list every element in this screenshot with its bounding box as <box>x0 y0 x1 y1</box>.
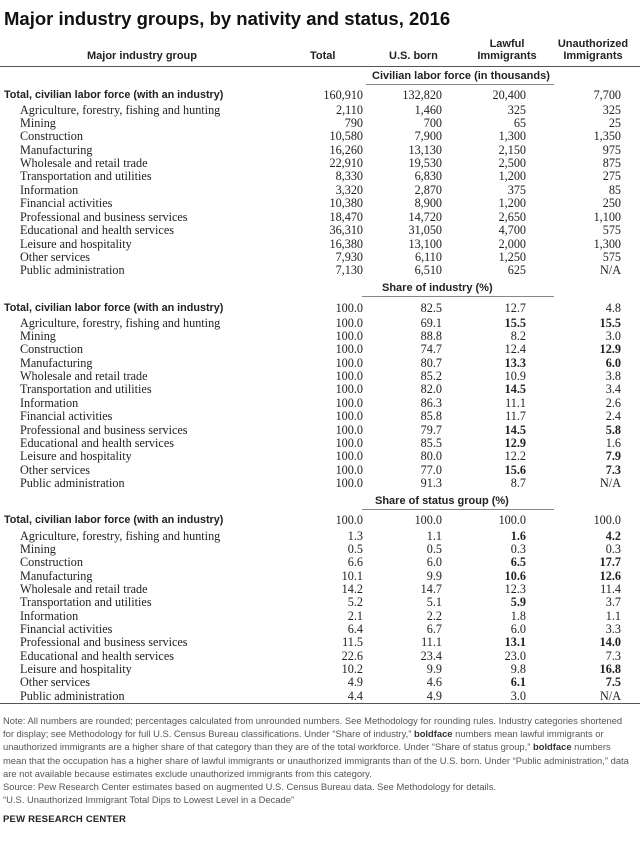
cell-lawful: 14.5 <box>504 423 526 437</box>
row-label: Professional and business services <box>20 423 188 437</box>
cell-lawful: 20,400 <box>492 88 526 102</box>
header-rule <box>0 66 640 67</box>
cell-lawful: 14.5 <box>504 382 526 396</box>
cell-unauthorized: 85 <box>608 183 621 197</box>
cell-us-born: 1,460 <box>414 103 442 117</box>
row-label: Total, civilian labor force (with an industry) <box>4 302 224 314</box>
row-label: Mining <box>20 542 56 556</box>
row-label: Other services <box>20 463 91 477</box>
cell-unauthorized: 6.0 <box>605 356 621 370</box>
cell-total: 10.2 <box>341 662 363 676</box>
col-header-unauthorized <box>556 39 630 62</box>
cell-lawful: 2,650 <box>498 210 526 224</box>
col-header-unauthorized-line2: Immigrants <box>563 49 623 62</box>
cell-us-born: 31,050 <box>408 223 442 237</box>
cell-total: 36,310 <box>329 223 363 237</box>
cell-us-born: 11.1 <box>421 635 442 649</box>
notes <box>3 714 635 806</box>
table-row <box>0 117 640 130</box>
cell-lawful: 2,150 <box>498 143 526 157</box>
table-row <box>0 130 640 143</box>
row-label: Information <box>20 396 79 410</box>
total-row <box>0 302 640 315</box>
cell-lawful: 6.1 <box>510 675 526 689</box>
cell-lawful: 9.8 <box>510 662 526 676</box>
cell-unauthorized: 15.5 <box>599 316 621 330</box>
cell-lawful: 3.0 <box>510 689 526 703</box>
cell-unauthorized: 275 <box>602 169 621 183</box>
cell-lawful: 65 <box>513 116 526 130</box>
cell-total: 10.1 <box>341 569 363 583</box>
cell-us-born: 7,900 <box>414 129 442 143</box>
cell-total: 2,110 <box>336 103 363 117</box>
row-label: Professional and business services <box>20 635 188 649</box>
cell-unauthorized: 100.0 <box>593 513 621 527</box>
cell-total: 10,380 <box>329 196 363 210</box>
cell-unauthorized: 17.7 <box>599 555 621 569</box>
cell-unauthorized: 12.6 <box>599 569 621 583</box>
row-label: Wholesale and retail trade <box>20 156 148 170</box>
cell-lawful: 13.3 <box>504 356 526 370</box>
row-label: Public administration <box>20 263 125 277</box>
row-label: Public administration <box>20 689 125 703</box>
cell-total: 16,260 <box>329 143 363 157</box>
row-label: Agriculture, forestry, fishing and hunting <box>20 316 221 330</box>
table-row <box>0 556 640 569</box>
row-label: Manufacturing <box>20 569 93 583</box>
cell-unauthorized: 2.4 <box>605 409 621 423</box>
cell-total: 4.9 <box>347 675 363 689</box>
cell-unauthorized: 7.9 <box>605 449 621 463</box>
cell-us-born: 13,100 <box>408 237 442 251</box>
cell-us-born: 2.2 <box>426 609 442 623</box>
footer-rule <box>0 703 640 704</box>
section-rule <box>362 296 554 297</box>
row-label: Mining <box>20 116 56 130</box>
cell-total: 14.2 <box>341 582 363 596</box>
note-part-c: numbers mean that the occupation has a higher share of lawful immigrants or unauthorized immigrants than of the U.S. born. Under “Public administration,” data are not available because estimates exclude unauthorized immigrants from this category. <box>3 741 629 779</box>
cell-unauthorized: 12.9 <box>599 342 621 356</box>
table-row <box>0 197 640 210</box>
row-label: Financial activities <box>20 409 113 423</box>
cell-total: 7,930 <box>335 250 363 264</box>
cell-total: 100.0 <box>335 382 363 396</box>
section-rule <box>366 84 554 85</box>
table-row <box>0 663 640 676</box>
cell-total: 0.5 <box>347 542 363 556</box>
cell-unauthorized: 575 <box>602 250 621 264</box>
cell-unauthorized: N/A <box>600 689 621 703</box>
cell-us-born: 91.3 <box>420 476 442 490</box>
table-row <box>0 543 640 556</box>
cell-us-born: 13,130 <box>408 143 442 157</box>
cell-lawful: 4,700 <box>498 223 526 237</box>
col-header-unauthorized-line1: Unauthorized <box>557 38 629 50</box>
cell-us-born: 74.7 <box>420 342 442 356</box>
row-label: Transportation and utilities <box>20 169 152 183</box>
total-row <box>0 514 640 527</box>
cell-us-born: 85.5 <box>420 436 442 450</box>
pew-logo: PEW RESEARCH CENTER <box>3 814 127 825</box>
cell-lawful: 12.7 <box>504 301 526 315</box>
row-label: Leisure and hospitality <box>20 662 132 676</box>
cell-lawful: 15.6 <box>504 463 526 477</box>
cell-unauthorized: 4.2 <box>605 529 621 543</box>
cell-unauthorized: 3.0 <box>605 329 621 343</box>
cell-us-born: 6,110 <box>415 250 442 264</box>
cell-total: 100.0 <box>335 476 363 490</box>
row-label: Financial activities <box>20 196 113 210</box>
cell-lawful: 0.3 <box>510 542 526 556</box>
cell-lawful: 10.9 <box>504 369 526 383</box>
cell-unauthorized: 0.3 <box>605 542 621 556</box>
cell-us-born: 100.0 <box>414 513 442 527</box>
cell-us-born: 14,720 <box>408 210 442 224</box>
cell-lawful: 2,000 <box>498 237 526 251</box>
cell-total: 4.4 <box>347 689 363 703</box>
table-row <box>0 477 640 490</box>
cell-us-born: 80.7 <box>420 356 442 370</box>
cell-total: 100.0 <box>335 513 363 527</box>
row-label: Educational and health services <box>20 436 174 450</box>
cell-us-born: 2,870 <box>414 183 442 197</box>
cell-us-born: 5.1 <box>426 595 442 609</box>
table-row <box>0 104 640 117</box>
cell-lawful: 8.2 <box>510 329 526 343</box>
row-label: Construction <box>20 129 83 143</box>
cell-lawful: 10.6 <box>504 569 526 583</box>
cell-total: 6.4 <box>347 622 363 636</box>
cell-unauthorized: 1,300 <box>593 237 621 251</box>
cell-total: 8,330 <box>335 169 363 183</box>
cell-unauthorized: 14.0 <box>599 635 621 649</box>
cell-unauthorized: 3.8 <box>605 369 621 383</box>
cell-unauthorized: 7.3 <box>605 649 621 663</box>
row-label: Total, civilian labor force (with an industry) <box>4 514 224 526</box>
row-label: Transportation and utilities <box>20 382 152 396</box>
row-label: Information <box>20 609 79 623</box>
table-row <box>0 676 640 689</box>
cell-total: 100.0 <box>335 369 363 383</box>
note-bold-2: boldface <box>532 741 572 753</box>
table-row <box>0 636 640 649</box>
cell-us-born: 6.0 <box>426 555 442 569</box>
row-label: Wholesale and retail trade <box>20 369 148 383</box>
cell-lawful: 1,300 <box>498 129 526 143</box>
row-label: Financial activities <box>20 622 113 636</box>
table-row <box>0 264 640 277</box>
cell-total: 790 <box>344 116 363 130</box>
cell-us-born: 69.1 <box>420 316 442 330</box>
cell-lawful: 15.5 <box>504 316 526 330</box>
cell-total: 22.6 <box>341 649 363 663</box>
cell-us-born: 9.9 <box>426 662 442 676</box>
row-label: Manufacturing <box>20 356 93 370</box>
section-title: Civilian labor force (in thousands) <box>372 70 550 82</box>
cell-lawful: 375 <box>507 183 526 197</box>
cell-us-born: 86.3 <box>420 396 442 410</box>
cell-lawful: 12.4 <box>504 342 526 356</box>
section-rule <box>362 509 554 510</box>
row-label: Information <box>20 183 79 197</box>
cell-unauthorized: 3.7 <box>605 595 621 609</box>
cell-us-born: 8,900 <box>414 196 442 210</box>
col-header-lawful-line2: Immigrants <box>477 49 537 62</box>
cell-total: 7,130 <box>335 263 363 277</box>
col-header-us-born: U.S. born <box>389 50 438 62</box>
cell-total: 100.0 <box>335 409 363 423</box>
table-row <box>0 170 640 183</box>
cell-unauthorized: 875 <box>602 156 621 170</box>
note-bold-1: boldface <box>413 728 453 740</box>
cell-us-born: 0.5 <box>426 542 442 556</box>
cell-total: 18,470 <box>329 210 363 224</box>
col-header-lawful-line1: Lawful <box>489 38 525 50</box>
cell-total: 3,320 <box>335 183 363 197</box>
cell-us-born: 4.6 <box>426 675 442 689</box>
cell-unauthorized: 3.3 <box>605 622 621 636</box>
row-label: Leisure and hospitality <box>20 237 132 251</box>
cell-us-born: 14.7 <box>420 582 442 596</box>
row-label: Educational and health services <box>20 223 174 237</box>
cell-unauthorized: 7.3 <box>605 463 621 477</box>
cell-us-born: 82.5 <box>420 301 442 315</box>
cell-total: 6.6 <box>347 555 363 569</box>
cell-unauthorized: 7.5 <box>605 675 621 689</box>
cell-unauthorized: 4.8 <box>605 301 621 315</box>
cell-us-born: 19,530 <box>408 156 442 170</box>
table-row <box>0 690 640 703</box>
report-title: “U.S. Unauthorized Immigrant Total Dips to Lowest Level in a Decade” <box>3 794 295 806</box>
cell-lawful: 12.2 <box>504 449 526 463</box>
table-row <box>0 530 640 543</box>
cell-us-born: 80.0 <box>420 449 442 463</box>
cell-us-born: 79.7 <box>420 423 442 437</box>
cell-unauthorized: 1.1 <box>605 609 621 623</box>
cell-total: 22,910 <box>329 156 363 170</box>
cell-lawful: 625 <box>507 263 526 277</box>
cell-lawful: 1.8 <box>510 609 526 623</box>
table-row <box>0 343 640 356</box>
note-text <box>3 714 635 780</box>
cell-unauthorized: 25 <box>608 116 621 130</box>
cell-lawful: 11.7 <box>505 409 526 423</box>
cell-lawful: 8.7 <box>510 476 526 490</box>
row-label: Total, civilian labor force (with an industry) <box>4 89 224 101</box>
cell-lawful: 325 <box>507 103 526 117</box>
cell-unauthorized: 5.8 <box>605 423 621 437</box>
cell-lawful: 12.9 <box>504 436 526 450</box>
cell-total: 100.0 <box>335 436 363 450</box>
cell-lawful: 100.0 <box>498 513 526 527</box>
cell-lawful: 12.3 <box>504 582 526 596</box>
cell-total: 100.0 <box>335 356 363 370</box>
cell-unauthorized: 16.8 <box>599 662 621 676</box>
note-part-a: Note: All numbers are rounded; percentages calculated from unrounded numbers. See Methodology for rounding rules. Industry categories shortened for display; see Methodology for full U.S. Census Bureau classifications. Under “Share of industry,” <box>3 715 623 740</box>
cell-unauthorized: 325 <box>602 103 621 117</box>
cell-lawful: 1,200 <box>498 196 526 210</box>
row-label: Other services <box>20 250 91 264</box>
cell-lawful: 6.0 <box>510 622 526 636</box>
cell-total: 11.5 <box>342 635 363 649</box>
cell-total: 100.0 <box>335 463 363 477</box>
cell-lawful: 23.0 <box>504 649 526 663</box>
row-label: Transportation and utilities <box>20 595 152 609</box>
cell-lawful: 1.6 <box>510 529 526 543</box>
cell-total: 10,580 <box>329 129 363 143</box>
row-label: Mining <box>20 329 56 343</box>
cell-total: 100.0 <box>335 449 363 463</box>
cell-us-born: 132,820 <box>402 88 442 102</box>
table-row <box>0 317 640 330</box>
col-header-industry: Major industry group <box>87 50 197 62</box>
table-row <box>0 410 640 423</box>
section-title: Share of industry (%) <box>382 282 493 294</box>
cell-us-born: 23.4 <box>420 649 442 663</box>
cell-lawful: 5.9 <box>510 595 526 609</box>
row-label: Leisure and hospitality <box>20 449 132 463</box>
cell-us-born: 700 <box>423 116 442 130</box>
cell-lawful: 6.5 <box>510 555 526 569</box>
cell-total: 100.0 <box>335 329 363 343</box>
cell-lawful: 2,500 <box>498 156 526 170</box>
table-row <box>0 238 640 251</box>
cell-us-born: 82.0 <box>420 382 442 396</box>
cell-us-born: 9.9 <box>426 569 442 583</box>
total-row <box>0 89 640 102</box>
cell-total: 100.0 <box>335 316 363 330</box>
row-label: Professional and business services <box>20 210 188 224</box>
cell-unauthorized: 250 <box>602 196 621 210</box>
cell-unauthorized: 7,700 <box>593 88 621 102</box>
cell-unauthorized: 1.6 <box>605 436 621 450</box>
row-label: Agriculture, forestry, fishing and hunting <box>20 103 221 117</box>
page-title: Major industry groups, by nativity and status, 2016 <box>4 8 451 29</box>
section-title: Share of status group (%) <box>375 495 509 507</box>
table-row <box>0 450 640 463</box>
row-label: Other services <box>20 675 91 689</box>
cell-unauthorized: N/A <box>600 263 621 277</box>
row-label: Construction <box>20 555 83 569</box>
cell-lawful: 13.1 <box>504 635 526 649</box>
row-label: Wholesale and retail trade <box>20 582 148 596</box>
cell-unauthorized: 11.4 <box>600 582 621 596</box>
cell-total: 100.0 <box>335 423 363 437</box>
cell-total: 100.0 <box>335 396 363 410</box>
cell-unauthorized: 575 <box>602 223 621 237</box>
cell-total: 100.0 <box>335 301 363 315</box>
cell-lawful: 1,200 <box>498 169 526 183</box>
row-label: Manufacturing <box>20 143 93 157</box>
note-part-b: numbers mean lawful immigrants or unauthorized immigrants are a higher share of that category than they are of the total workforce. Under “Share of status group,” <box>3 728 604 753</box>
table-row <box>0 330 640 343</box>
cell-us-born: 6.7 <box>426 622 442 636</box>
cell-total: 160,910 <box>323 88 363 102</box>
cell-lawful: 1,250 <box>498 250 526 264</box>
cell-total: 16,380 <box>329 237 363 251</box>
cell-total: 5.2 <box>347 595 363 609</box>
row-label: Construction <box>20 342 83 356</box>
source-text: Source: Pew Research Center estimates based on augmented U.S. Census Bureau data. See Methodology for details. <box>3 781 496 793</box>
cell-us-born: 85.8 <box>420 409 442 423</box>
cell-unauthorized: N/A <box>600 476 621 490</box>
cell-us-born: 4.9 <box>426 689 442 703</box>
cell-unauthorized: 1,100 <box>593 210 621 224</box>
row-label: Agriculture, forestry, fishing and hunting <box>20 529 221 543</box>
cell-us-born: 6,510 <box>414 263 442 277</box>
col-header-total: Total <box>310 50 336 62</box>
cell-total: 2.1 <box>347 609 363 623</box>
cell-us-born: 6,830 <box>414 169 442 183</box>
cell-unauthorized: 975 <box>602 143 621 157</box>
col-header-lawful <box>472 39 542 62</box>
cell-total: 1.3 <box>347 529 363 543</box>
table-row <box>0 596 640 609</box>
table-row <box>0 224 640 237</box>
cell-us-born: 1.1 <box>426 529 442 543</box>
cell-lawful: 11.1 <box>505 396 526 410</box>
cell-unauthorized: 2.6 <box>605 396 621 410</box>
cell-unauthorized: 3.4 <box>605 382 621 396</box>
cell-us-born: 88.8 <box>420 329 442 343</box>
cell-unauthorized: 1,350 <box>593 129 621 143</box>
cell-total: 100.0 <box>335 342 363 356</box>
cell-us-born: 77.0 <box>420 463 442 477</box>
cell-us-born: 85.2 <box>420 369 442 383</box>
table-row <box>0 383 640 396</box>
row-label: Educational and health services <box>20 649 174 663</box>
row-label: Public administration <box>20 476 125 490</box>
